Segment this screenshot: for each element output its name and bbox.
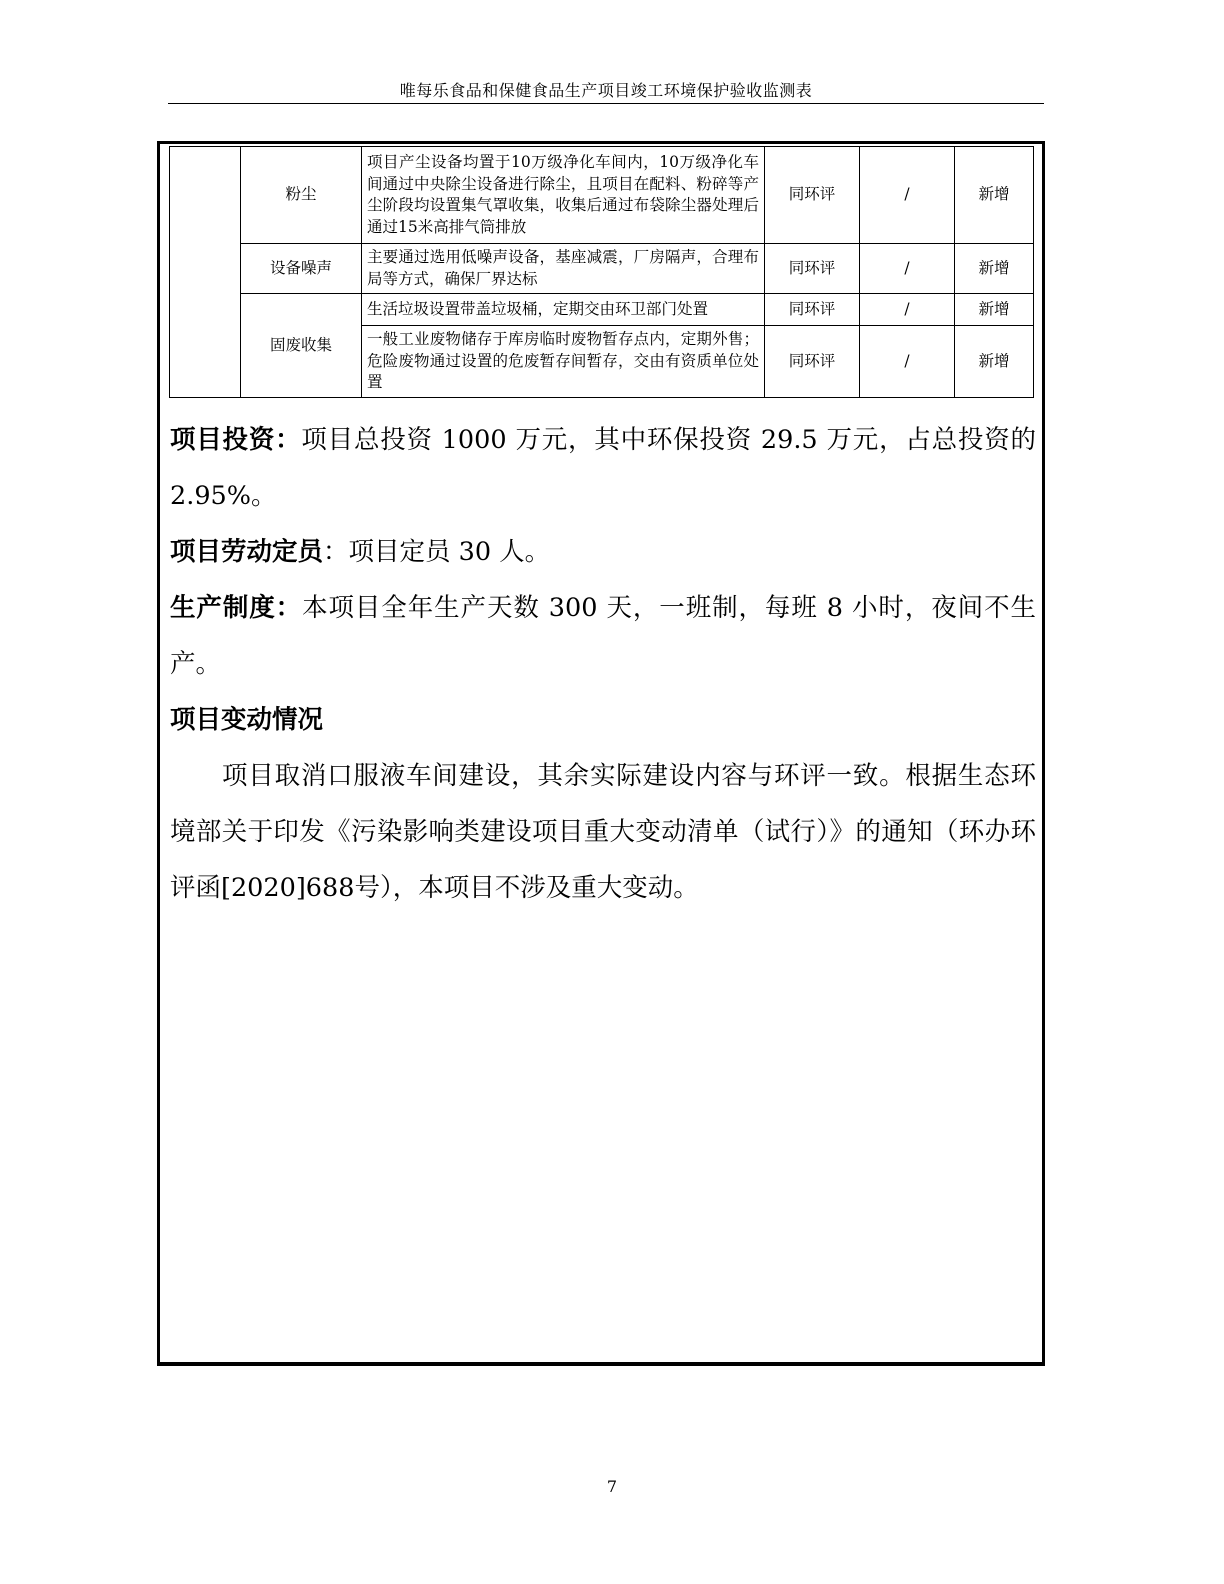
table-row bbox=[170, 244, 1034, 294]
production-paragraph bbox=[170, 580, 1036, 692]
comparison-cell: 同环评 bbox=[765, 326, 860, 398]
comparison-cell: 同环评 bbox=[765, 294, 860, 326]
project-info-section bbox=[170, 412, 1036, 916]
document-header-title: 唯每乐食品和保健食品生产项目竣工环境保护验收监测表 bbox=[399, 81, 813, 100]
header-divider bbox=[168, 103, 1044, 104]
status-cell: 新增 bbox=[955, 326, 1034, 398]
group-cell bbox=[170, 147, 241, 398]
measure-cell: 生活垃圾设置带盖垃圾桶，定期交由环卫部门处置 bbox=[362, 294, 765, 326]
category-cell: 固废收集 bbox=[241, 294, 362, 398]
change-cell: / bbox=[860, 147, 955, 244]
production-text: 本项目全年生产天数 300 天，一班制，每班 8 小时，夜间不生产。 bbox=[170, 593, 1036, 679]
change-cell: / bbox=[860, 294, 955, 326]
production-label: 生产制度： bbox=[170, 593, 303, 623]
staffing-label: 项目劳动定员 bbox=[170, 537, 324, 567]
measure-cell: 主要通过选用低噪声设备，基座减震，厂房隔声，合理布局等方式，确保厂界达标 bbox=[362, 244, 765, 294]
table-row bbox=[170, 147, 1034, 244]
investment-label: 项目投资： bbox=[170, 425, 302, 455]
category-cell: 粉尘 bbox=[241, 147, 362, 244]
investment-text: 项目总投资 1000 万元，其中环保投资 29.5 万元，占总投资的2.95%。 bbox=[170, 425, 1036, 511]
change-cell: / bbox=[860, 326, 955, 398]
status-cell: 新增 bbox=[955, 147, 1034, 244]
table-row bbox=[170, 294, 1034, 326]
measure-cell: 一般工业废物储存于库房临时废物暂存点内，定期外售；危险废物通过设置的危废暂存间暂存，交由有资质单位处置 bbox=[362, 326, 765, 398]
changes-paragraph: 项目取消口服液车间建设，其余实际建设内容与环评一致。根据生态环境部关于印发《污染影响类建设项目重大变动清单（试行）》的通知（环办环评函[2020]688号），本项目不涉及重大变动。 bbox=[170, 761, 1036, 903]
change-cell: / bbox=[860, 244, 955, 294]
measure-cell: 项目产尘设备均置于10万级净化车间内，10万级净化车间通过中央除尘设备进行除尘，且项目在配料、粉碎等产尘阶段均设置集气罩收集，收集后通过布袋除尘器处理后通过15米高排气筒排放 bbox=[362, 147, 765, 244]
investment-paragraph bbox=[170, 412, 1036, 524]
staffing-text: ：项目定员 30 人。 bbox=[323, 537, 551, 567]
page-number: 7 bbox=[606, 1477, 618, 1496]
changes-heading-paragraph bbox=[170, 692, 1036, 748]
form-frame bbox=[157, 141, 1045, 1366]
changes-heading: 项目变动情况 bbox=[170, 705, 324, 735]
environmental-measures-table bbox=[169, 146, 1034, 398]
status-cell: 新增 bbox=[955, 294, 1034, 326]
status-cell: 新增 bbox=[955, 244, 1034, 294]
comparison-cell: 同环评 bbox=[765, 147, 860, 244]
staffing-paragraph bbox=[170, 524, 1036, 580]
category-cell: 设备噪声 bbox=[241, 244, 362, 294]
comparison-cell: 同环评 bbox=[765, 244, 860, 294]
